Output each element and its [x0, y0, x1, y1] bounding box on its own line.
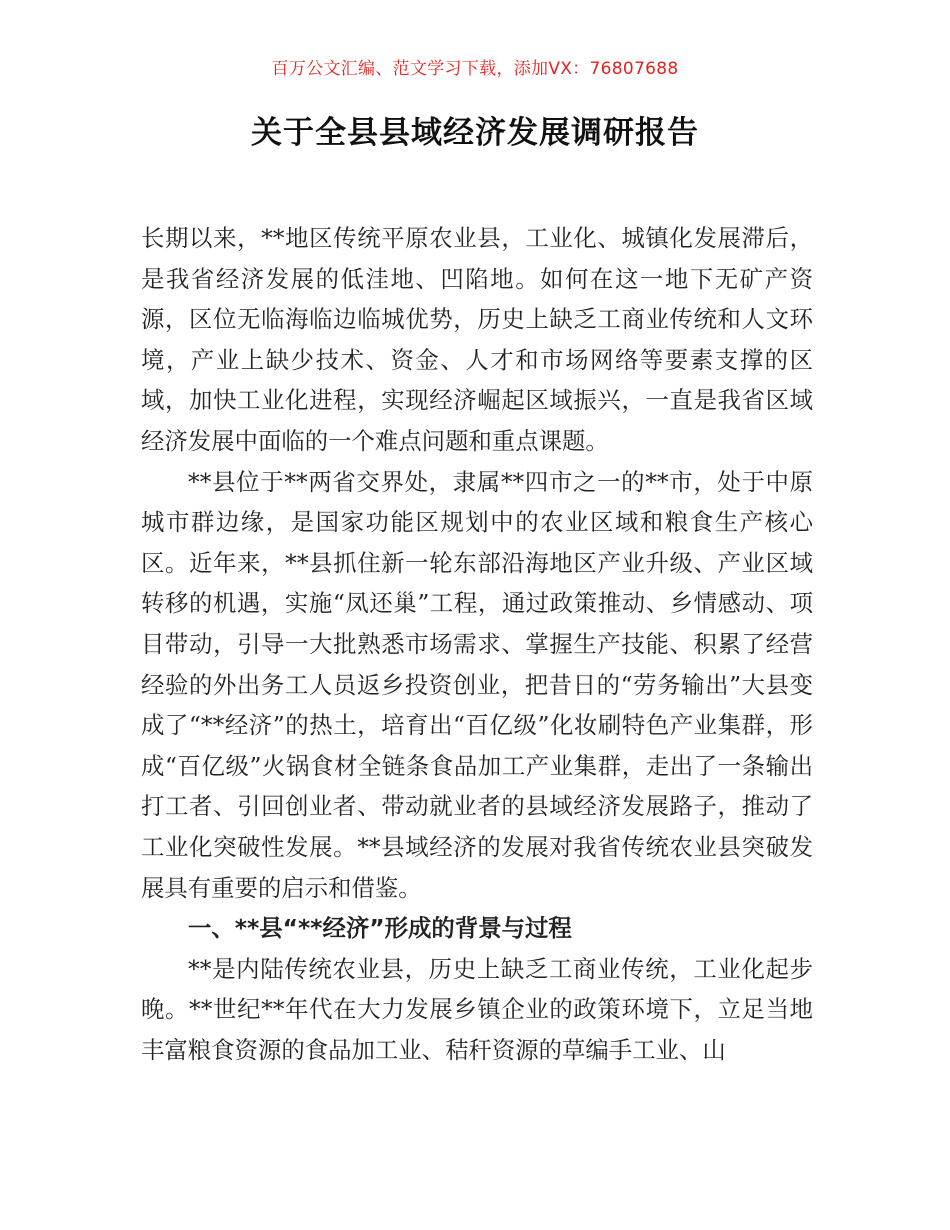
watermark-banner: 百万公文汇编、范文学习下载，添加VX：76807688: [271, 59, 679, 79]
document-body: [141, 218, 813, 1070]
paragraph-section-one: **是内陆传统农业县，历史上缺乏工商业传统，工业化起步晚。**世纪**年代在大力发展乡镇企业的政策环境下，立足当地丰富粮食资源的食品加工业、秸秆资源的草编手工业、山: [141, 954, 813, 1064]
paragraph-intro: 长期以来，**地区传统平原农业县，工业化、城镇化发展滞后，是我省经济发展的低洼地、凹陷地。如何在这一地下无矿产资源，区位无临海临边临城优势，历史上缺乏工商业传统和人文环境，产业上缺少技术、资金、人才和市场网络等要素支撑的区域，加快工业化进程，实现经济崛起区域振兴，一直是我省区域经济发展中面临的一个难点问题和重点课题。: [141, 224, 813, 455]
section-heading: 一、**县“**经济”形成的背景与过程: [188, 914, 572, 943]
paragraph-county-overview: **县位于**两省交界处，隶属**四市之一的**市，处于中原城市群边缘，是国家功能区规划中的农业区域和粮食生产核心区。近年来，**县抓住新一轮东部沿海地区产业升级、产业区域转移的机遇，实施“凤还巢”工程，通过政策推动、乡情感动、项目带动，引导一大批熟悉市场需求、掌握生产技能、积累了经营经验的外出务工人员返乡投资创业，把昔日的“劳务输出”大县变成了“**经济”的热土，培育出“百亿级”化妆刷特色产业集群，形成“百亿级”火锅食材全链条食品加工产业集群，走出了一条输出打工者、引回创业者、带动就业者的县域经济发展路子，推动了工业化突破性发展。**县域经济的发展对我省传统农业县突破发展具有重要的启示和借鉴。: [141, 467, 813, 902]
document-title: 关于全县县域经济发展调研报告: [251, 115, 699, 151]
